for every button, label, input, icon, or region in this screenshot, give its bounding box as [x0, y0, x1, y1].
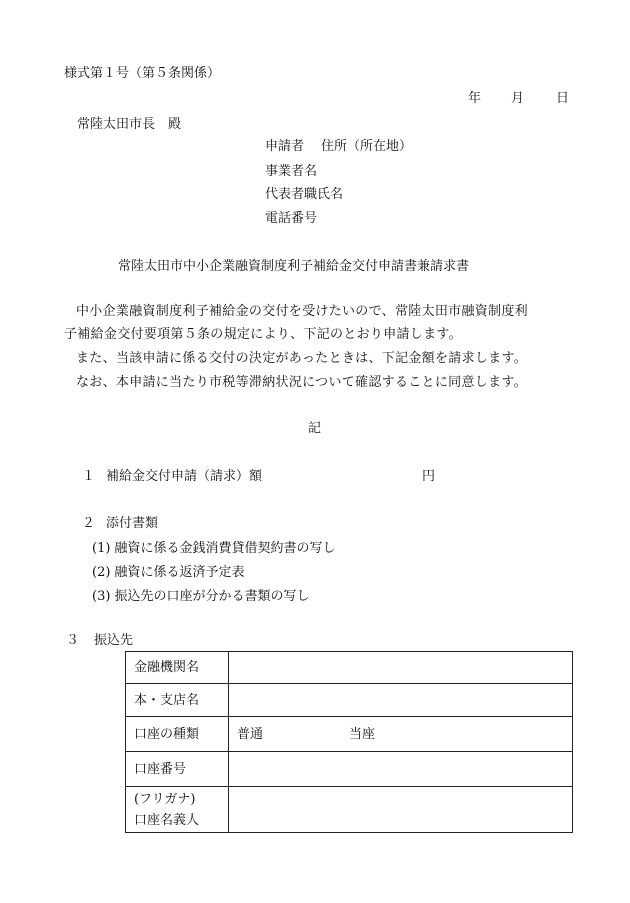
account-number-label: 口座番号 [126, 752, 229, 787]
bank-account-table [125, 651, 573, 833]
account-type-ordinary[interactable]: 普通 [237, 726, 264, 742]
item-2-number: ２ [82, 516, 96, 531]
account-holder-field[interactable] [229, 787, 573, 833]
phone-number-label: 電話番号 [265, 211, 318, 226]
table-row [126, 652, 573, 684]
table-row [126, 752, 573, 787]
item-2-label: 添付書類 [106, 516, 159, 531]
addressee: 常陸太田市長 殿 [77, 117, 182, 132]
branch-name-label: 本・支店名 [126, 684, 229, 717]
applicant-label: 申請者 [265, 139, 305, 154]
applicant-address-label: 住所（所在地） [321, 139, 413, 154]
account-holder-furigana-label: (フリガナ) [134, 791, 196, 807]
body-paragraph-3: なお、本申請に当たり市税等滞納状況について確認することに同意します。 [76, 375, 527, 390]
account-type-current[interactable]: 当座 [349, 726, 376, 742]
bank-name-field[interactable] [229, 652, 573, 684]
date-year-label: 年 [468, 91, 482, 106]
item-1-number: １ [82, 469, 96, 484]
account-type-field[interactable] [229, 717, 573, 752]
item-1-label: 補給金交付申請（請求）額 [106, 469, 263, 484]
document-title: 常陸太田市中小企業融資制度利子補給金交付申請書兼請求書 [118, 259, 470, 274]
account-type-label: 口座の種類 [126, 717, 229, 752]
body-paragraph-2: また、当該申請に係る交付の決定があったときは、下記金額を請求します。 [76, 351, 528, 366]
account-holder-label [126, 787, 229, 833]
body-paragraph-1-line-2: 子補給金交付要項第５条の規定により、下記のとおり申請します。 [64, 327, 462, 342]
form-number: 様式第１号（第５条関係） [64, 66, 221, 81]
attachment-item: (1) 融資に係る金銭消費貸借契約書の写し [92, 541, 336, 556]
table-row [126, 787, 573, 833]
account-number-field[interactable] [229, 752, 573, 787]
table-row [126, 684, 573, 717]
date-month-label: 月 [511, 91, 525, 106]
item-3-number: ３ [66, 633, 80, 648]
branch-name-field[interactable] [229, 684, 573, 717]
ki-heading: 記 [308, 421, 322, 436]
item-3-label: 振込先 [94, 633, 134, 648]
attachment-item: (3) 振込先の口座が分かる書類の写し [92, 589, 310, 604]
account-holder-name-label: 口座名義人 [134, 812, 200, 828]
business-name-label: 事業者名 [265, 164, 318, 179]
bank-name-label: 金融機関名 [126, 652, 229, 684]
representative-label: 代表者職氏名 [265, 187, 344, 202]
attachment-item: (2) 融資に係る返済予定表 [92, 565, 245, 580]
table-row [126, 717, 573, 752]
item-1-unit: 円 [422, 469, 436, 484]
date-day-label: 日 [556, 91, 570, 106]
body-paragraph-1-line-1: 中小企業融資制度利子補給金の交付を受けたいので、常陸太田市融資制度利 [76, 304, 528, 319]
